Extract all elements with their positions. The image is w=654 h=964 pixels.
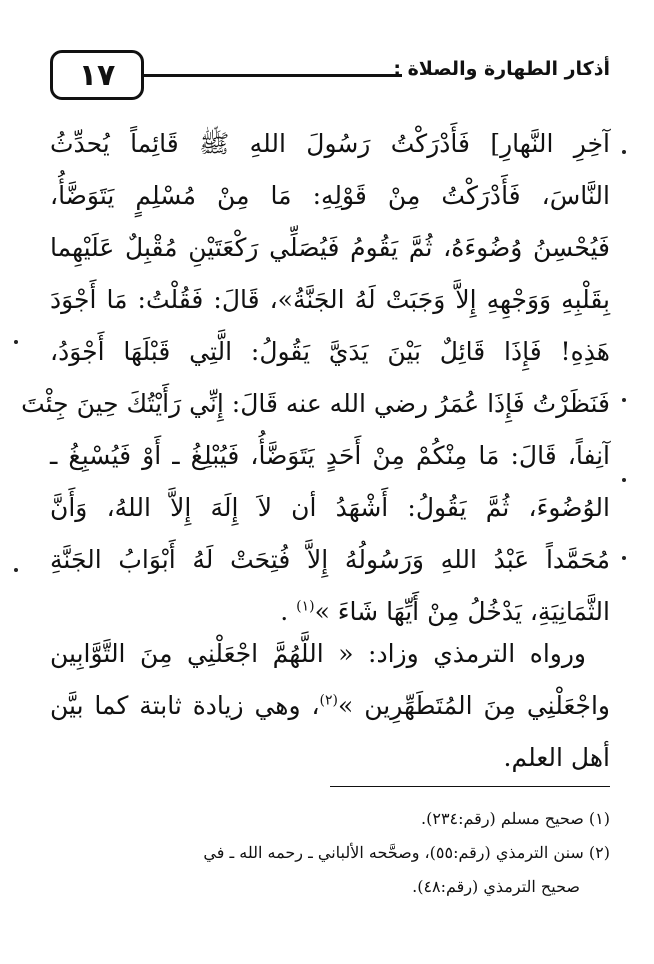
margin-mark bbox=[622, 478, 626, 482]
margin-mark bbox=[622, 398, 626, 402]
footnote-ref-2[interactable]: (٢) bbox=[319, 692, 339, 709]
margin-mark bbox=[14, 568, 18, 572]
text-line-content: الثَّمَانِيَةِ، يَدْخُلُ مِنْ أَيِّهَا شَاءَ » bbox=[314, 597, 610, 626]
header-rule bbox=[144, 74, 402, 77]
text-line bbox=[50, 680, 610, 732]
page-number: ١٧ bbox=[50, 50, 144, 100]
footnote-2: (٢) سنن الترمذي (رقم:٥٥)، وصحَّحه الألباني ـ رحمه الله ـ في bbox=[203, 843, 610, 862]
text-line-tail: ، وهي زيادة ثابتة كما بيَّن bbox=[50, 691, 320, 720]
text-line: فَنَظَرْتُ فَإِذَا عُمَرُ رضي الله عنه قَالَ: إِنِّي رَأَيْتُكَ حِينَ جِئْتَ bbox=[21, 389, 610, 418]
hadith-text bbox=[21, 118, 610, 638]
text-line: مُحَمَّداً عَبْدُ اللهِ وَرَسُولُهُ إِلاَّ فُتِحَتْ لَهُ أَبْوَابُ الجَنَّةِ bbox=[50, 545, 610, 574]
footnotes bbox=[50, 802, 610, 904]
sentence-end: . bbox=[280, 597, 289, 626]
text-line: أهل العلم. bbox=[503, 743, 610, 772]
margin-mark bbox=[622, 150, 626, 154]
text-line: فَيُحْسِنُ وُضُوءَهُ، ثُمَّ يَقُومُ فَيُصَلِّي رَكْعَتَيْنِ مُقْبِلٌ عَلَيْهِما bbox=[50, 233, 610, 262]
text-line-content: واجْعَلْنِي مِنَ المُتَطَهِّرِين » bbox=[338, 691, 611, 720]
footnote-ref-1[interactable]: (١) bbox=[296, 598, 315, 615]
margin-mark bbox=[14, 340, 18, 344]
text-line: بِقَلْبِهِ وَوَجْهِهِ إِلاَّ وَجَبَتْ لَهُ الجَنَّةُ»، قَالَ: فَقُلْتُ: مَا أَجْوَدَ bbox=[50, 285, 610, 314]
text-line: آنِفاً، قَالَ: مَا مِنْكُمْ مِنْ أَحَدٍ يَتَوَضَّأُ، فَيُبْلِغُ ـ أَوْ فَيُسْبِغُ ـ bbox=[50, 441, 610, 470]
margin-mark bbox=[622, 556, 626, 560]
text-line: ورواه الترمذي وزاد: « اللَّهُمَّ اجْعَلْنِي مِنَ التَّوَّابِين bbox=[50, 639, 586, 668]
text-line: الوُضُوءَ، ثُمَّ يَقُولُ: أَشْهَدُ أن لاَ إِلَهَ إِلاَّ اللهُ، وَأَنَّ bbox=[50, 493, 610, 522]
footnote-separator bbox=[330, 786, 610, 787]
page-header bbox=[50, 50, 610, 102]
running-title: أذكار الطهارة والصلاة : bbox=[393, 58, 610, 80]
tirmidhi-paragraph bbox=[50, 628, 610, 784]
text-line: آخِرِ النَّهارِ] فَأَدْرَكْتُ رَسُولَ اللهِ ﷺ قَائِماً يُحدِّثُ bbox=[50, 129, 610, 158]
text-line: هَذِهِ! فَإِذَا قَائِلٌ بَيْنَ يَدَيَّ يَقُولُ: الَّتِي قَبْلَهَا أَجْوَدُ، bbox=[50, 337, 610, 366]
footnote-1: (١) صحيح مسلم (رقم:٢٣٤). bbox=[421, 809, 610, 828]
footnote-2-continued: صحيح الترمذي (رقم:٤٨). bbox=[412, 877, 580, 896]
text-line: النَّاسَ، فَأَدْرَكْتُ مِنْ قَوْلِهِ: مَا مِنْ مُسْلِمٍ يَتَوَضَّأُ، bbox=[50, 181, 610, 210]
